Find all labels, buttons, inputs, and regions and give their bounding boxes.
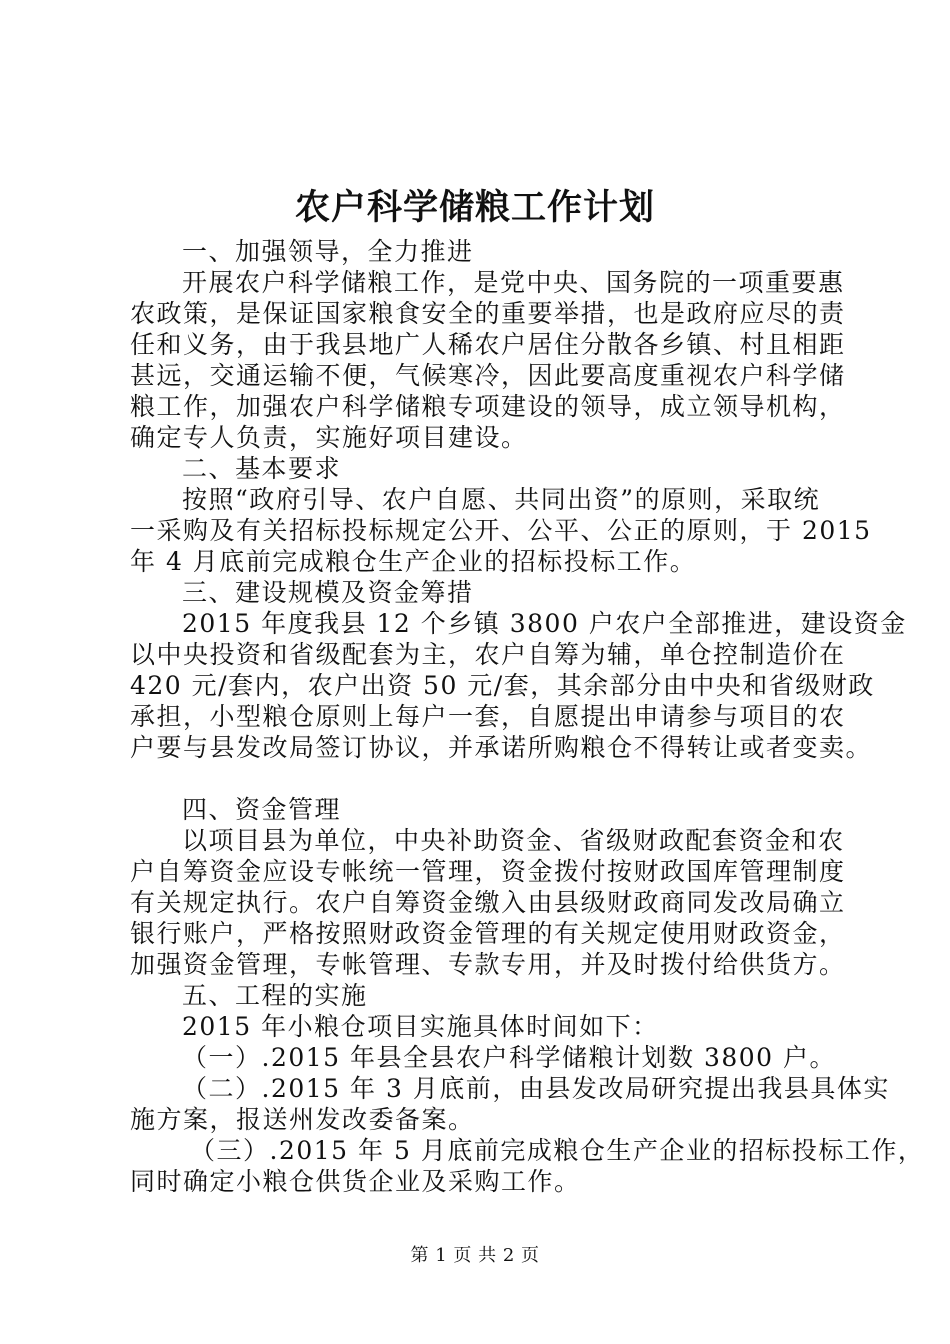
page-footer: 第 1 页 共 2 页 <box>410 1245 540 1266</box>
text-line: 2015 年小粮仓项目实施具体时间如下： <box>182 1012 659 1041</box>
text-line: （三）.2015 年 5 月底前完成粮仓生产企业的招标投标工作， <box>190 1136 925 1165</box>
text-line: 420 元/套内，农户出资 50 元/套，其余部分由中央和省级财政 <box>130 671 875 700</box>
document-title: 农户科学储粮工作计划 <box>294 187 655 228</box>
text-line: 户要与县发改局签订协议，并承诺所购粮仓不得转让或者变卖。 <box>130 733 873 762</box>
document-body <box>130 236 925 1197</box>
text-line: 任和义务，由于我县地广人稀农户居住分散各乡镇、村且相距 <box>130 330 846 359</box>
text-line: 开展农户科学储粮工作，是党中央、国务院的一项重要惠 <box>182 268 845 297</box>
text-line: 以中央投资和省级配套为主，农户自筹为辅，单仓控制造价在 <box>130 640 846 669</box>
text-line: 四、资金管理 <box>182 795 342 824</box>
text-line: 承担，小型粮仓原则上每户一套，自愿提出申请参与项目的农 <box>130 702 846 731</box>
text-line: 一采购及有关招标投标规定公开、公平、公正的原则，于 2015 <box>130 516 872 545</box>
text-line: 一、加强领导，全力推进 <box>182 237 474 266</box>
text-line: 有关规定执行。农户自筹资金缴入由县级财政商同发改局确立 <box>130 888 846 917</box>
text-line: 按照“政府引导、农户自愿、共同出资”的原则，采取统 <box>182 485 821 514</box>
text-line: 以项目县为单位，中央补助资金、省级财政配套资金和农 <box>182 826 845 855</box>
text-line: 年 4 月底前完成粮仓生产企业的招标投标工作。 <box>130 547 697 576</box>
blank-line <box>130 763 850 794</box>
text-line: 施方案，报送州发改委备案。 <box>130 1105 475 1134</box>
text-line: 加强资金管理，专帐管理、专款专用，并及时拨付给供货方。 <box>130 950 846 979</box>
text-line: 银行账户，严格按照财政资金管理的有关规定使用财政资金， <box>130 919 846 948</box>
text-line: 2015 年度我县 12 个乡镇 3800 户农户全部推进，建设资金 <box>182 609 907 638</box>
text-line: 同时确定小粮仓供货企业及采购工作。 <box>130 1167 581 1196</box>
text-line: 户自筹资金应设专帐统一管理，资金拨付按财政国库管理制度 <box>130 857 846 886</box>
text-line: 粮工作，加强农户科学储粮专项建设的领导，成立领导机构， <box>130 392 846 421</box>
text-line: 三、建设规模及资金筹措 <box>182 578 474 607</box>
text-line: 农政策，是保证国家粮食安全的重要举措，也是政府应尽的责 <box>130 299 846 328</box>
text-line: 五、工程的实施 <box>182 981 368 1010</box>
text-line: （一）.2015 年县全县农户科学储粮计划数 3800 户。 <box>182 1043 837 1072</box>
text-line: （二）.2015 年 3 月底前，由县发改局研究提出我县具体实 <box>182 1074 890 1103</box>
text-line: 甚远，交通运输不便，气候寒冷，因此要高度重视农户科学储 <box>130 361 846 390</box>
text-line: 二、基本要求 <box>182 454 342 483</box>
text-line: 确定专人负责，实施好项目建设。 <box>130 423 528 452</box>
